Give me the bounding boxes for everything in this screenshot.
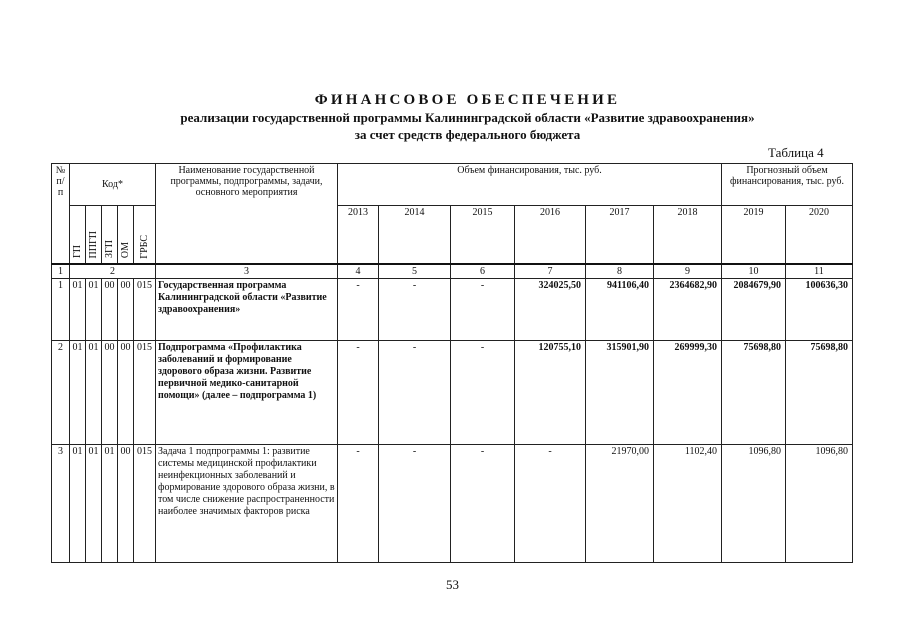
- year-2016: 2016: [515, 206, 586, 264]
- row-code: 015: [134, 278, 156, 340]
- index-cell: 4: [338, 264, 379, 279]
- index-cell: 3: [156, 264, 338, 279]
- document-subtitle-2: за счет средств федерального бюджета: [354, 127, 581, 142]
- document-subtitle: реализации государственной программы Калининградской области «Развитие здравоохранения»: [180, 110, 755, 125]
- year-2019: 2019: [722, 206, 786, 264]
- header-forecast: Прогнозный объем финансирования, тыс. руб.: [722, 164, 853, 206]
- row-value: -: [379, 444, 451, 562]
- index-cell: 1: [52, 264, 70, 279]
- row-name: Государственная программа Калининградской области «Развитие здравоохранения»: [156, 278, 338, 340]
- header-code: Код*: [70, 164, 156, 206]
- page-number: 53: [446, 577, 459, 592]
- row-value: -: [451, 444, 515, 562]
- year-2013: 2013: [338, 206, 379, 264]
- row-code: 015: [134, 444, 156, 562]
- row-code: 01: [70, 340, 86, 444]
- row-code: 01: [70, 444, 86, 562]
- code-subcol-ppgp: ППГП: [86, 206, 102, 264]
- row-value: 1096,80: [722, 444, 786, 562]
- index-cell: 9: [654, 264, 722, 279]
- row-code: 01: [86, 278, 102, 340]
- row-value: -: [338, 444, 379, 562]
- row-value: 100636,30: [786, 278, 853, 340]
- year-2014: 2014: [379, 206, 451, 264]
- table-label: Таблица 4: [768, 145, 824, 160]
- row-value: 1096,80: [786, 444, 853, 562]
- code-subcol-zgp: ЗГП: [102, 206, 118, 264]
- row-code: 00: [118, 444, 134, 562]
- row-value: 75698,80: [786, 340, 853, 444]
- index-cell: 5: [379, 264, 451, 279]
- year-2017: 2017: [586, 206, 654, 264]
- index-cell: 11: [786, 264, 853, 279]
- row-value: 21970,00: [586, 444, 654, 562]
- row-code: 00: [102, 278, 118, 340]
- row-value: 315901,90: [586, 340, 654, 444]
- row-value: -: [379, 278, 451, 340]
- row-code: 01: [70, 278, 86, 340]
- row-code: 01: [102, 444, 118, 562]
- row-code: 00: [102, 340, 118, 444]
- financing-table: [51, 163, 853, 563]
- row-code: 00: [118, 278, 134, 340]
- row-value: 941106,40: [586, 278, 654, 340]
- row-code: 01: [86, 444, 102, 562]
- row-code: 015: [134, 340, 156, 444]
- table-row: [52, 340, 853, 444]
- row-value: 269999,30: [654, 340, 722, 444]
- row-value: -: [515, 444, 586, 562]
- row-value: 1102,40: [654, 444, 722, 562]
- row-value: 75698,80: [722, 340, 786, 444]
- row-value: 2084679,90: [722, 278, 786, 340]
- index-cell: 7: [515, 264, 586, 279]
- document-title: ФИНАНСОВОЕ ОБЕСПЕЧЕНИЕ: [314, 92, 621, 108]
- row-name: Подпрограмма «Профилактика заболеваний и формирование здорового образа жизни. Развитие первичной медико-санитарной помощи» (далее – подпрограмма 1): [156, 340, 338, 444]
- row-value: 120755,10: [515, 340, 586, 444]
- code-subcol-gp: ГП: [70, 206, 86, 264]
- row-value: -: [451, 278, 515, 340]
- row-code: 00: [118, 340, 134, 444]
- table-row: [52, 444, 853, 562]
- row-name: Задача 1 подпрограммы 1: развитие системы медицинской профилактики неинфекционных заболеваний и формирование здорового образа жизни, в том числе снижение распространенности наиболее значимых факторов риска: [156, 444, 338, 562]
- row-value: -: [379, 340, 451, 444]
- row-value: -: [451, 340, 515, 444]
- index-cell: 10: [722, 264, 786, 279]
- index-cell: 6: [451, 264, 515, 279]
- row-value: 2364682,90: [654, 278, 722, 340]
- index-cell: 8: [586, 264, 654, 279]
- row-value: -: [338, 340, 379, 444]
- year-2018: 2018: [654, 206, 722, 264]
- row-value: 324025,50: [515, 278, 586, 340]
- row-num: 1: [52, 278, 70, 340]
- row-code: 01: [86, 340, 102, 444]
- row-num: 2: [52, 340, 70, 444]
- row-value: -: [338, 278, 379, 340]
- row-num: 3: [52, 444, 70, 562]
- code-subcol-grbs: ГРБС: [134, 206, 156, 264]
- header-volume: Объем финансирования, тыс. руб.: [338, 164, 722, 206]
- index-cell: 2: [70, 264, 156, 279]
- header-num: № п/п: [52, 164, 70, 264]
- header-name: Наименование государственной программы, подпрограммы, задачи, основного мероприятия: [156, 164, 338, 264]
- year-2015: 2015: [451, 206, 515, 264]
- code-subcol-om: ОМ: [118, 206, 134, 264]
- table-row: [52, 278, 853, 340]
- year-2020: 2020: [786, 206, 853, 264]
